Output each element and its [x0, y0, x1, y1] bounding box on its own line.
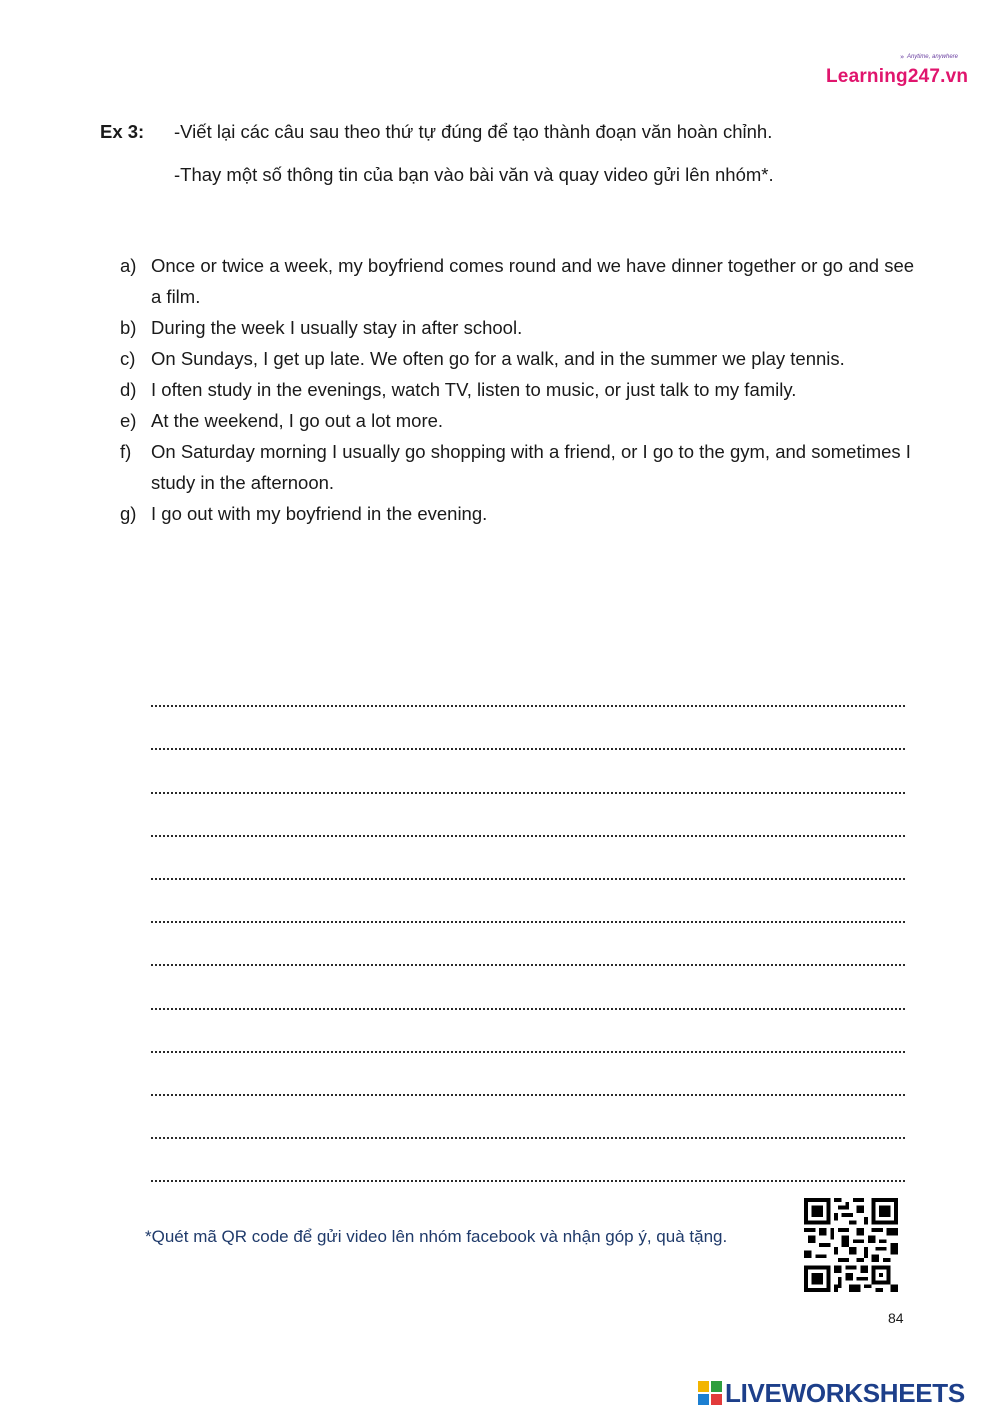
sentence-letter: a)	[120, 255, 137, 276]
instruction-2: -Thay một số thông tin của bạn vào bài văn và quay video gửi lên nhóm*.	[174, 164, 774, 185]
sentence-letter: b)	[120, 317, 137, 338]
sentence-letter: d)	[120, 379, 137, 400]
qr-code-icon[interactable]	[804, 1198, 898, 1292]
sentence-letter: c)	[120, 348, 136, 369]
answer-line[interactable]	[151, 923, 905, 966]
answer-line[interactable]	[151, 880, 905, 923]
sentence-item	[120, 343, 920, 374]
sentence-text: At the weekend, I go out a lot more.	[151, 410, 444, 431]
answer-line[interactable]	[151, 966, 905, 1009]
answer-lines	[151, 664, 905, 1182]
sentence-letter: g)	[120, 503, 137, 524]
sentence-item	[120, 312, 920, 343]
answer-line[interactable]	[151, 1053, 905, 1096]
sentence-item	[120, 374, 920, 405]
learning247-logo	[824, 50, 974, 94]
liveworksheets-logo[interactable]	[697, 1378, 965, 1408]
sentence-text: On Saturday morning I usually go shopping with a friend, or I go to the gym, and sometimes I study in the afternoon.	[151, 441, 911, 493]
sentence-item	[120, 436, 920, 498]
logo-brand: Learning247.vn	[826, 66, 969, 87]
sentence-text: During the week I usually stay in after school.	[151, 317, 523, 338]
logo-tagline: Anytime, anywhere	[906, 54, 958, 60]
answer-line[interactable]	[151, 1139, 905, 1182]
logo-swoosh-icon: »	[900, 53, 905, 61]
answer-line[interactable]	[151, 794, 905, 837]
sentence-text: On Sundays, I get up late. We often go for a walk, and in the summer we play tennis.	[151, 348, 845, 369]
answer-line[interactable]	[151, 707, 905, 750]
answer-line[interactable]	[151, 1096, 905, 1139]
liveworksheets-text: LIVEWORKSHEETS	[725, 1377, 965, 1408]
sentence-text: I often study in the evenings, watch TV, listen to music, or just talk to my family.	[151, 379, 797, 400]
answer-line[interactable]	[151, 664, 905, 707]
answer-line[interactable]	[151, 1010, 905, 1053]
sentence-item	[120, 250, 920, 312]
sentence-text: I go out with my boyfriend in the evening.	[151, 503, 488, 524]
exercise-label: Ex 3:	[100, 121, 145, 142]
sentence-list	[120, 250, 920, 529]
sentence-letter: f)	[120, 441, 132, 462]
liveworksheets-icon	[697, 1380, 723, 1406]
sentence-item	[120, 498, 920, 529]
instruction-1: -Viết lại các câu sau theo thứ tự đúng để tạo thành đoạn văn hoàn chỉnh.	[174, 121, 773, 142]
answer-line[interactable]	[151, 837, 905, 880]
sentence-letter: e)	[120, 410, 137, 431]
answer-line[interactable]	[151, 750, 905, 793]
qr-footnote: *Quét mã QR code để gửi video lên nhóm facebook và nhận góp ý, quà tặng.	[145, 1227, 728, 1246]
sentence-text: Once or twice a week, my boyfriend comes round and we have dinner together or go and see a film.	[151, 255, 915, 307]
page-number: 84	[888, 1310, 904, 1326]
sentence-item	[120, 405, 920, 436]
